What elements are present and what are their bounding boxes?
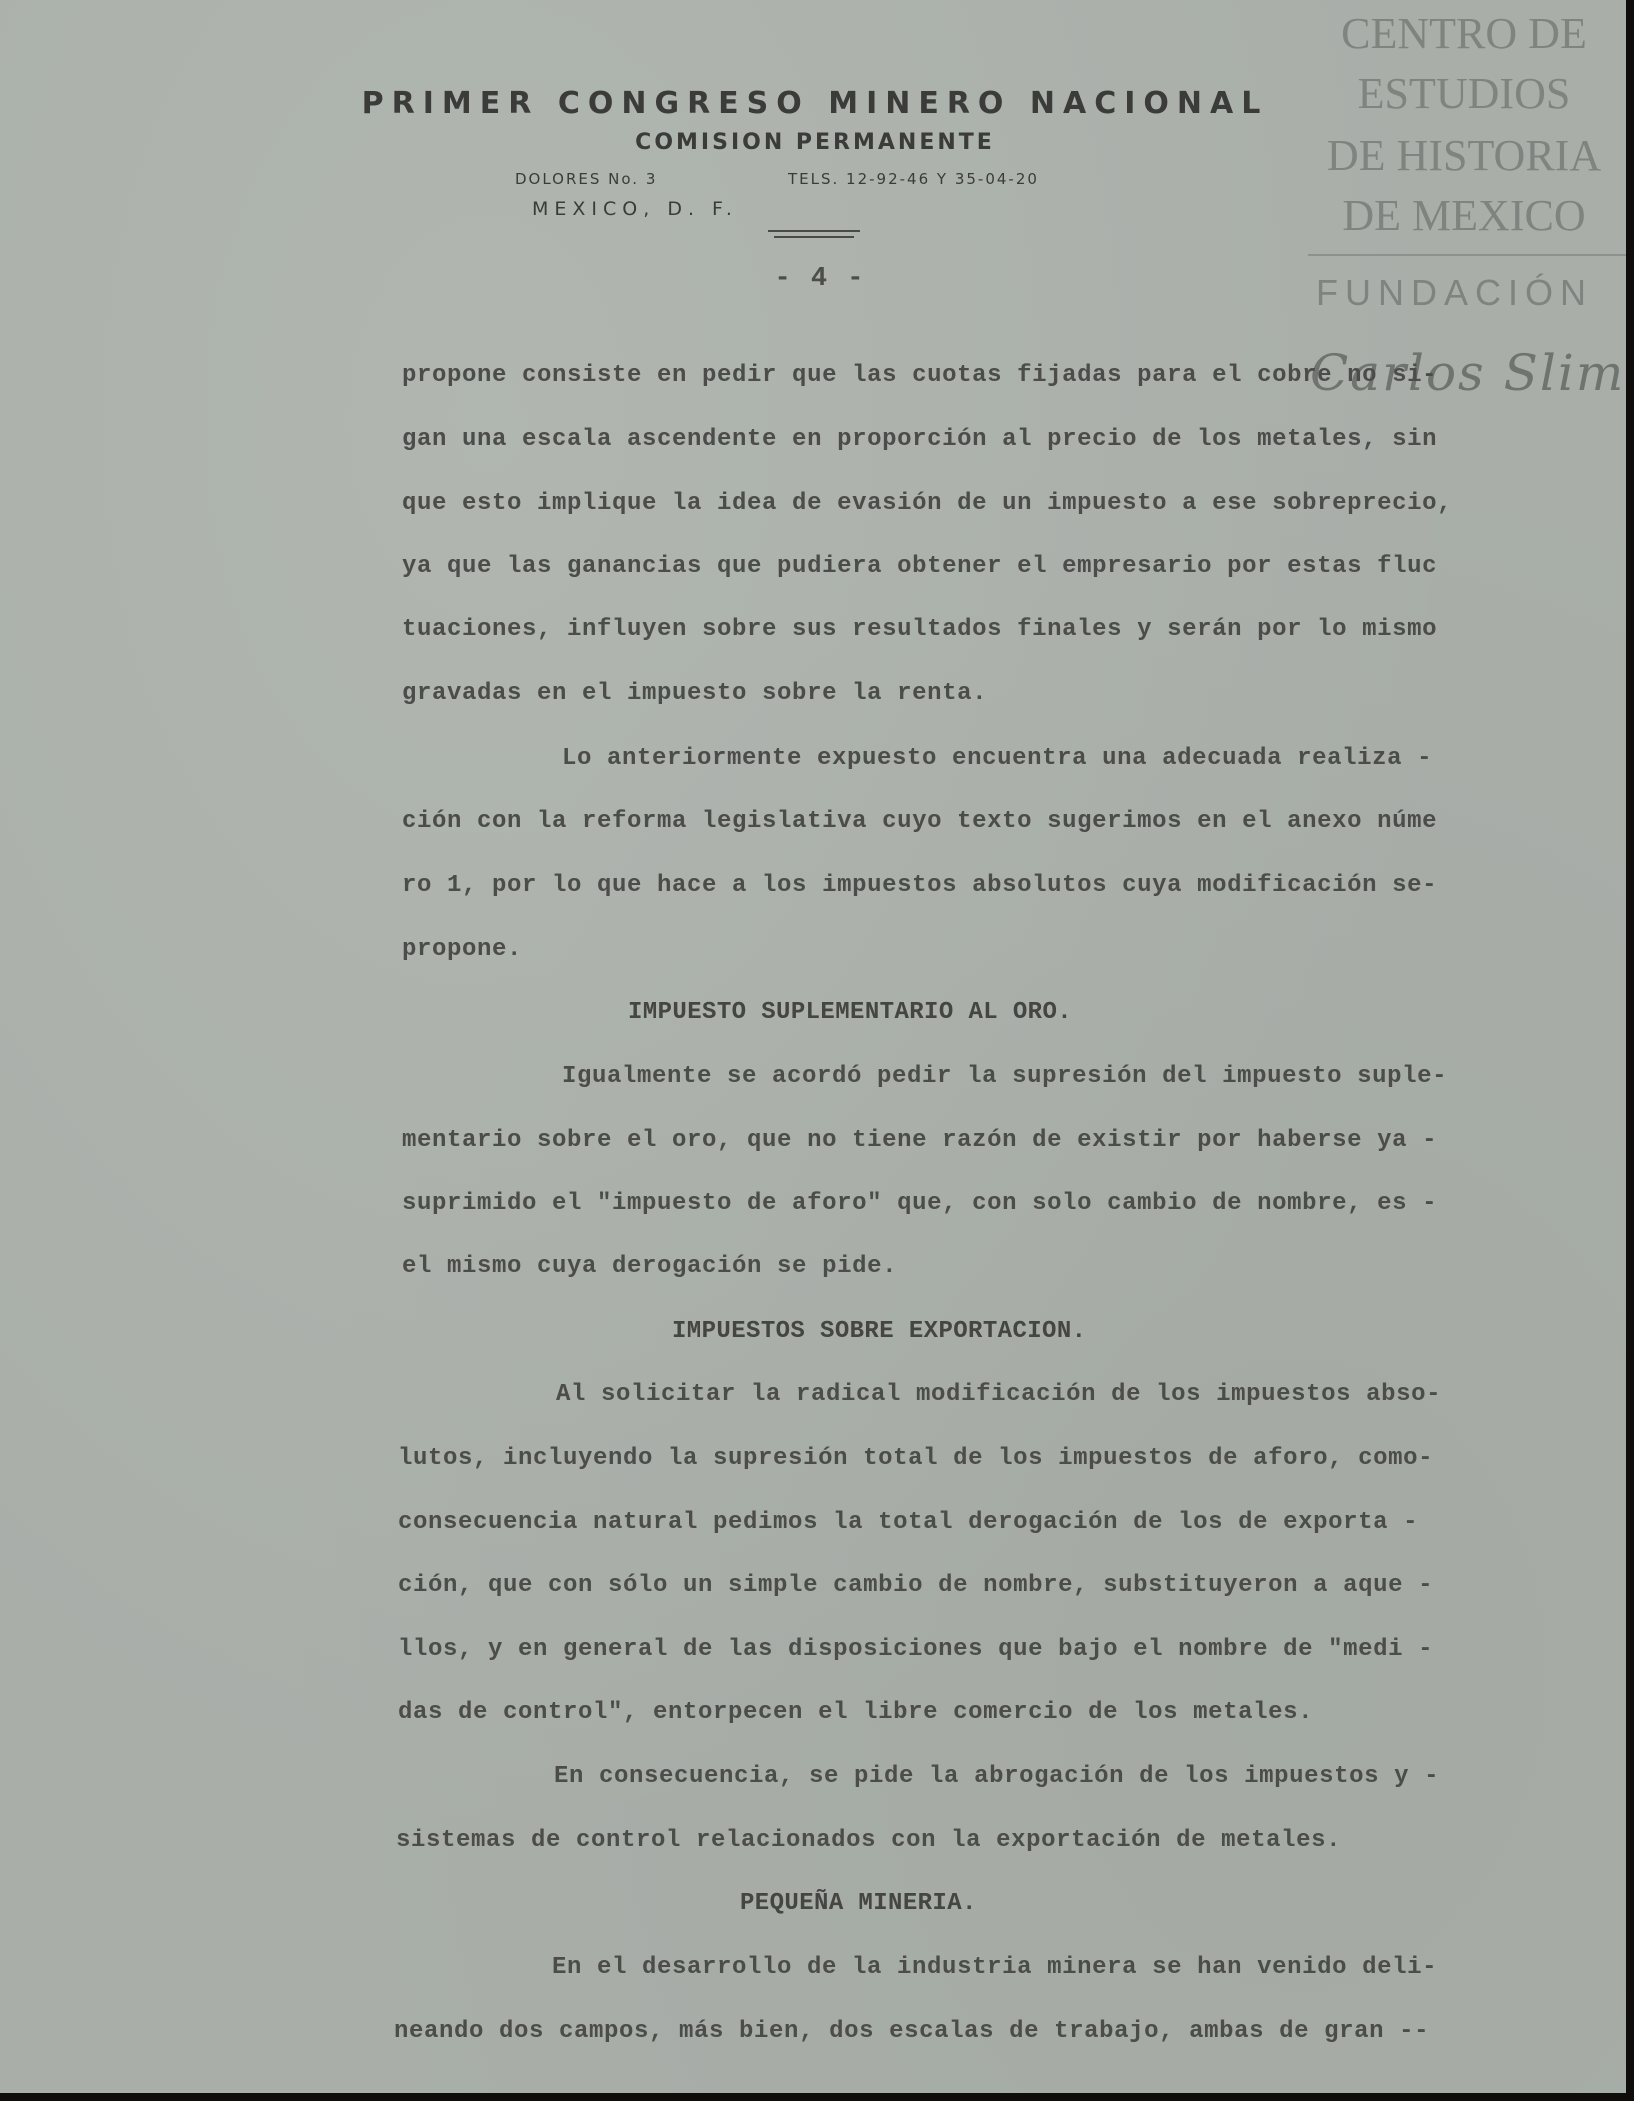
text-line: das de control", entorpecen el libre comercio de los metales. (398, 1699, 1314, 1726)
text-line: En el desarrollo de la industria minera se han venido deli- (552, 1954, 1438, 1981)
section-heading: IMPUESTO SUPLEMENTARIO AL ORO. (628, 999, 1073, 1026)
text-line: ción con la reforma legislativa cuyo texto sugerimos en el anexo núme (402, 808, 1438, 835)
text-line: gravadas en el impuesto sobre la renta. (402, 680, 988, 707)
text-line: el mismo cuya derogación se pide. (402, 1253, 898, 1280)
section-heading: PEQUEÑA MINERIA. (740, 1890, 977, 1917)
text-line: mentario sobre el oro, que no tiene razón de existir por haberse ya - (402, 1127, 1438, 1154)
scan-edge (0, 2093, 1634, 2101)
stamp-line: DE HISTORIA (1326, 131, 1602, 180)
stamp-line: CENTRO DE (1341, 9, 1587, 58)
text-line: Lo anteriormente expuesto encuentra una adecuada realiza - (562, 745, 1433, 772)
letterhead-commission: COMISION PERMANENTE (635, 130, 995, 155)
page-number: - 4 - (774, 264, 866, 294)
text-line: En consecuencia, se pide la abrogación de los impuestos y - (554, 1763, 1440, 1790)
stamp-foundation: FUNDACIÓN (1316, 272, 1593, 313)
text-line: suprimido el "impuesto de aforo" que, con solo cambio de nombre, es - (402, 1190, 1438, 1217)
stamp-line: ESTUDIOS (1357, 69, 1571, 118)
text-line: tuaciones, influyen sobre sus resultados finales y serán por lo mismo (402, 616, 1438, 643)
text-line: consecuencia natural pedimos la total derogación de los de exporta - (398, 1509, 1419, 1536)
section-heading: IMPUESTOS SOBRE EXPORTACION. (672, 1318, 1087, 1345)
stamp-divider (1308, 254, 1626, 256)
stamp-signature: Carlos Slim (1310, 344, 1626, 402)
letterhead-rule (774, 236, 854, 238)
letterhead-phones: TELS. 12-92-46 Y 35-04-20 (788, 170, 1039, 188)
text-line: Al solicitar la radical modificación de los impuestos abso- (556, 1381, 1442, 1408)
text-line: neando dos campos, más bien, dos escalas de trabajo, ambas de gran -- (394, 2018, 1430, 2045)
letterhead-organization: PRIMER CONGRESO MINERO NACIONAL (361, 86, 1269, 121)
text-line: ción, que con sólo un simple cambio de nombre, substituyeron a aque - (398, 1572, 1434, 1599)
letterhead-address: DOLORES No. 3 (515, 170, 658, 188)
scan-edge (1626, 0, 1634, 2101)
text-line: Igualmente se acordó pedir la supresión del impuesto suple- (562, 1063, 1448, 1090)
letterhead-city: MEXICO, D. F. (532, 198, 738, 220)
text-line: que esto implique la idea de evasión de un impuesto a ese sobreprecio, (402, 490, 1453, 517)
text-line: lutos, incluyendo la supresión total de los impuestos de aforo, como- (398, 1445, 1434, 1472)
stamp-line: DE MEXICO (1342, 191, 1586, 240)
text-line: propone. (402, 936, 523, 963)
letterhead-rule (768, 230, 860, 232)
text-line: llos, y en general de las disposiciones que bajo el nombre de "medi - (398, 1636, 1434, 1663)
text-line: sistemas de control relacionados con la exportación de metales. (396, 1827, 1342, 1854)
archive-stamp (1302, 4, 1626, 402)
text-line: ya que las ganancias que pudiera obtener el empresario por estas fluc (402, 553, 1438, 580)
text-line: gan una escala ascendente en proporción al precio de los metales, sin (402, 426, 1438, 453)
text-line: propone consiste en pedir que las cuotas fijadas para el cobre no si- (402, 362, 1438, 389)
text-line: ro 1, por lo que hace a los impuestos absolutos cuya modificación se- (402, 872, 1438, 899)
